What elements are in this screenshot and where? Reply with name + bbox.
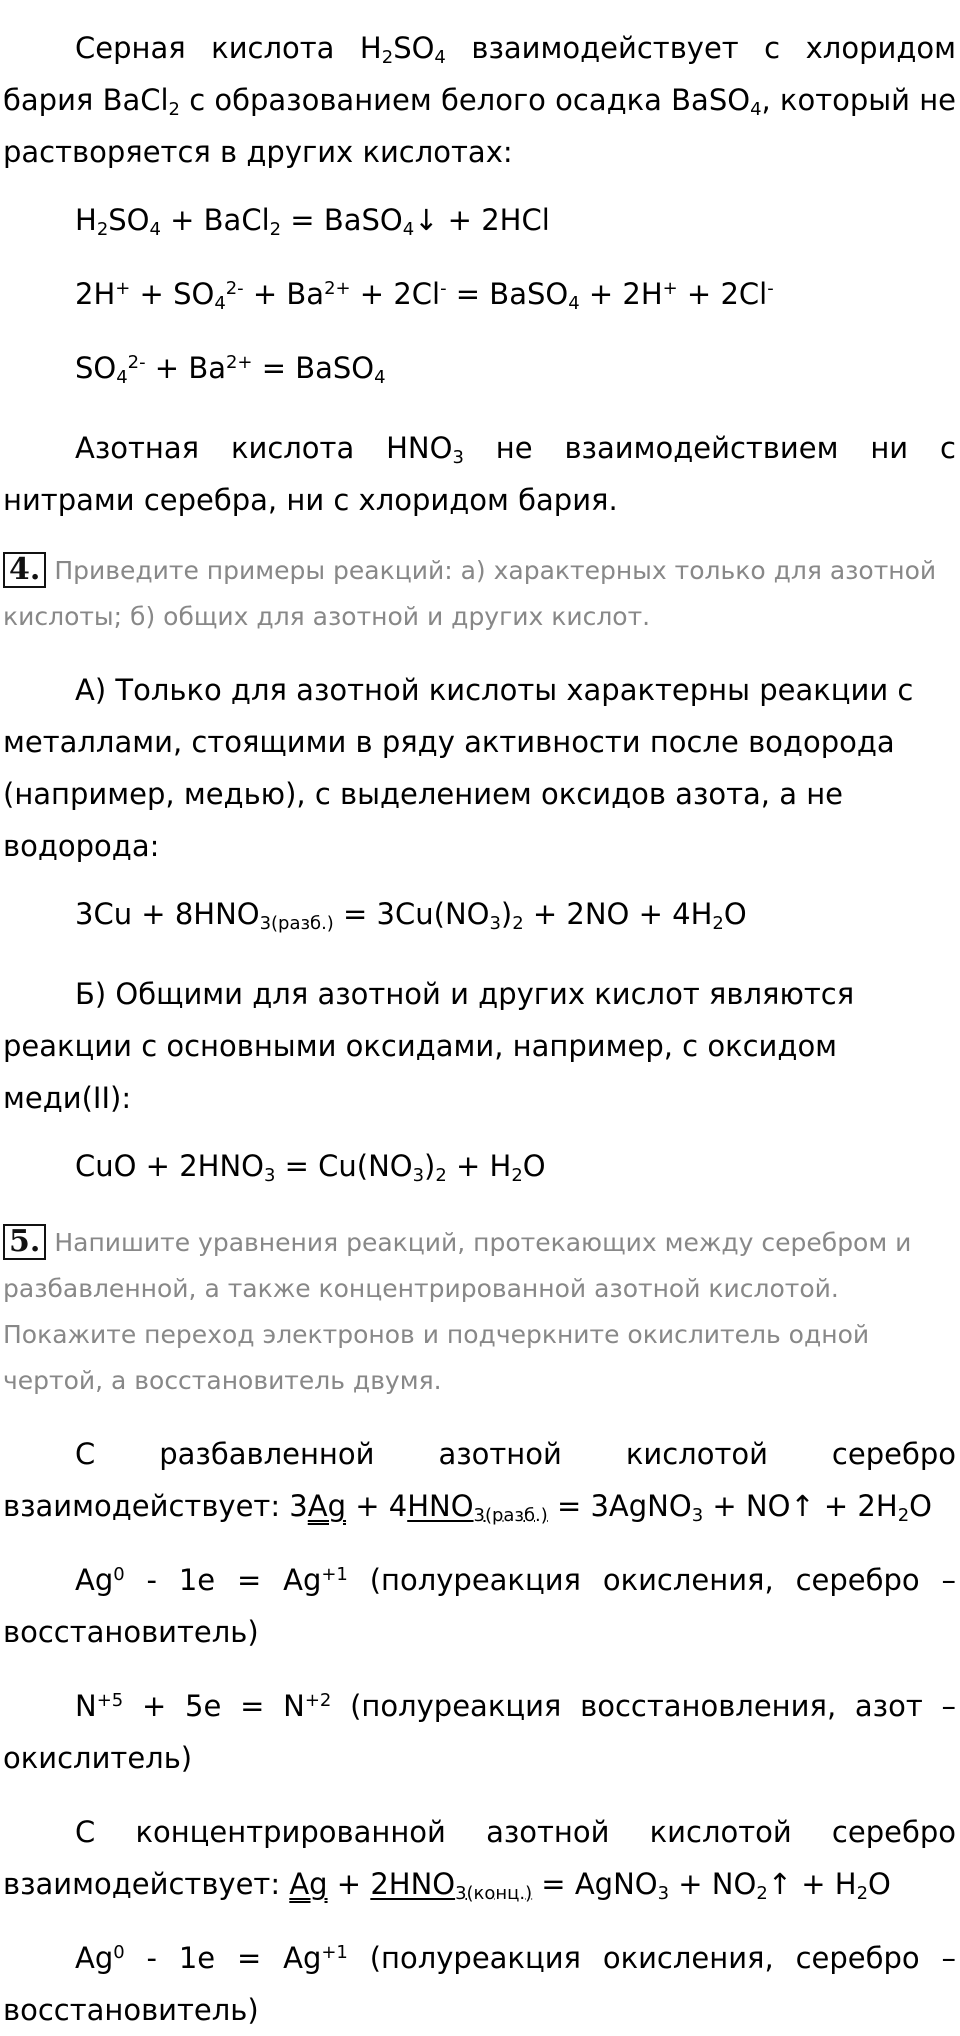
subscript: 3 [657, 1883, 670, 1905]
text: с образованием белого осадка BaSO [179, 83, 751, 117]
text: SO [393, 31, 435, 65]
task-4-question [3, 548, 956, 640]
subscript: 4 [568, 293, 580, 315]
reducer-double-underline: Ag [289, 1867, 328, 1901]
text: + BaCl [160, 203, 270, 237]
subscript: 2 [712, 913, 724, 935]
text: + 2H [579, 277, 663, 311]
text: = 3Cu(NO [333, 897, 490, 931]
text: ) [424, 1149, 436, 1183]
text: - 1e = Ag [124, 1941, 322, 1975]
task-5-question [3, 1220, 956, 1404]
subscript: 4 [402, 219, 415, 241]
subscript: 4 [374, 367, 386, 389]
subscript: 3(разб.) [473, 1505, 548, 1527]
text: взаимодействует с хлоридом бария BaCl [3, 31, 957, 117]
text: SO [75, 351, 117, 385]
oxidizer-single-underline [407, 1489, 548, 1527]
text: Серная кислота H [75, 31, 382, 65]
superscript: +1 [321, 1942, 348, 1964]
text: = BaSO [281, 203, 403, 237]
text: , который не растворяется в других кислотах: [3, 83, 957, 169]
subscript: 2 [856, 1883, 869, 1905]
subscript: 4 [149, 219, 161, 241]
text: + 5e = N [123, 1689, 305, 1723]
text: + H [446, 1149, 512, 1183]
superscript: 2- [127, 352, 146, 374]
text: ) [500, 897, 513, 931]
superscript: 2+ [226, 352, 253, 374]
text: = 3AgNO [547, 1489, 692, 1523]
paragraph-sulfuric-acid [3, 22, 956, 178]
superscript: +5 [96, 1690, 124, 1712]
subscript: 2 [96, 219, 109, 241]
text: = BaSO [252, 351, 375, 385]
task-number-badge: 4. [3, 552, 46, 588]
subscript: 2 [381, 47, 394, 69]
equation-cuo-nitric [75, 1146, 960, 1186]
superscript: - [440, 278, 447, 300]
text: ↑ + H [767, 1867, 857, 1901]
equation-copper-nitric [75, 894, 960, 934]
text: Ag [75, 1563, 114, 1597]
subscript: 3 [452, 447, 464, 469]
paragraph-concentrated-silver [3, 1806, 956, 1910]
superscript: 2+ [324, 278, 351, 300]
equation-short-ionic [75, 348, 960, 388]
text: HNO [407, 1489, 474, 1523]
text: (полуреакция окисления, серебро – восстановитель) [3, 1563, 956, 1649]
text: SO [108, 203, 150, 237]
superscript: 2- [225, 278, 244, 300]
text: CuO + 2HNO [75, 1149, 264, 1183]
superscript: + [662, 278, 678, 300]
text: С концентрированной азотной кислотой серебро взаимодействует: [3, 1815, 956, 1901]
superscript: +2 [304, 1690, 332, 1712]
half-reaction-reduction [3, 1680, 956, 1784]
text: не взаимодействием ни с нитрами серебра, ни с хлоридом бария. [3, 431, 956, 517]
text: + NO↑ + 2H [703, 1489, 898, 1523]
text: = Cu(NO [275, 1149, 413, 1183]
oxidizer-single-underline [370, 1867, 533, 1905]
text: O [868, 1867, 891, 1901]
superscript: 0 [113, 1564, 125, 1586]
text: Ag [75, 1941, 114, 1975]
superscript: + [115, 278, 131, 300]
text: + 2NO + 4H [523, 897, 713, 931]
text: + [327, 1867, 371, 1901]
subscript: 2 [511, 1165, 523, 1187]
subscript: 3(разб.) [259, 913, 334, 935]
text: + 4 [346, 1489, 408, 1523]
text: O [723, 897, 747, 931]
subscript: 3 [691, 1505, 704, 1527]
superscript: - [767, 278, 774, 300]
text: + 2Cl [350, 277, 441, 311]
text: + Ba [243, 277, 325, 311]
text: 2H [75, 277, 116, 311]
paragraph-answer-a: А) Только для азотной кислоты характерны реакции с металлами, стоящими в ряду активности после водорода (например, медью), с выделением оксидов азота, а не водорода: [3, 673, 914, 863]
task-text: Напишите уравнения реакций, протекающих между серебром и разбавленной, а также концентрированной азотной кислотой. Покажите переход электронов и подчеркните окислитель одной чертой, а восстановитель двумя. [3, 1228, 912, 1395]
subscript: 4 [116, 367, 128, 389]
superscript: 0 [113, 1942, 125, 1964]
subscript: 3 [263, 1165, 276, 1187]
text: - 1e = Ag [124, 1563, 322, 1597]
subscript: 2 [897, 1505, 910, 1527]
paragraph-nitric-acid [3, 422, 956, 526]
subscript: 2 [435, 1165, 447, 1187]
subscript: 3(конц.) [455, 1883, 533, 1905]
subscript: 4 [750, 99, 762, 121]
subscript: 2 [756, 1883, 768, 1905]
text: 2HNO [370, 1867, 456, 1901]
text: С разбавленной азотной кислотой серебро взаимодействует: 3 [3, 1437, 956, 1523]
text: Азотная кислота HNO [75, 431, 453, 465]
text: O [909, 1489, 932, 1523]
half-reaction-oxidation-1 [3, 1554, 956, 1658]
paragraph-dilute-silver [3, 1428, 956, 1532]
subscript: 3 [489, 913, 501, 935]
subscript: 2 [269, 219, 282, 241]
text: H [75, 203, 97, 237]
text: O [522, 1149, 546, 1183]
task-number-badge: 5. [3, 1224, 46, 1260]
text: + Ba [145, 351, 226, 385]
text: ↓ + 2HCl [414, 203, 550, 237]
reducer-double-underline: Ag [307, 1489, 347, 1523]
text: (полуреакция окисления, серебро – восстановитель) [3, 1941, 956, 2027]
task-text: Приведите примеры реакций: а) характерных только для азотной кислоты; б) общих для азотной и других кислот. [3, 556, 937, 631]
text: + SO [130, 277, 215, 311]
text: + NO [669, 1867, 757, 1901]
text: 3Cu + 8HNO [75, 897, 260, 931]
text: = AgNO [532, 1867, 658, 1901]
half-reaction-oxidation-2 [3, 1932, 956, 2036]
equation-molecular-baso4 [75, 200, 960, 240]
text: N [75, 1689, 97, 1723]
subscript: 3 [412, 1165, 425, 1187]
text: (полуреакция восстановления, азот – окислитель) [3, 1689, 956, 1775]
subscript: 2 [168, 99, 180, 121]
text: + 2Cl [677, 277, 768, 311]
superscript: +1 [321, 1564, 348, 1586]
subscript: 4 [214, 293, 226, 315]
text: = BaSO [446, 277, 569, 311]
equation-full-ionic [75, 274, 960, 314]
paragraph-answer-b: Б) Общими для азотной и других кислот являются реакции с основными оксидами, например, с оксидом меди(II): [3, 977, 855, 1115]
subscript: 2 [512, 913, 524, 935]
subscript: 4 [434, 47, 446, 69]
